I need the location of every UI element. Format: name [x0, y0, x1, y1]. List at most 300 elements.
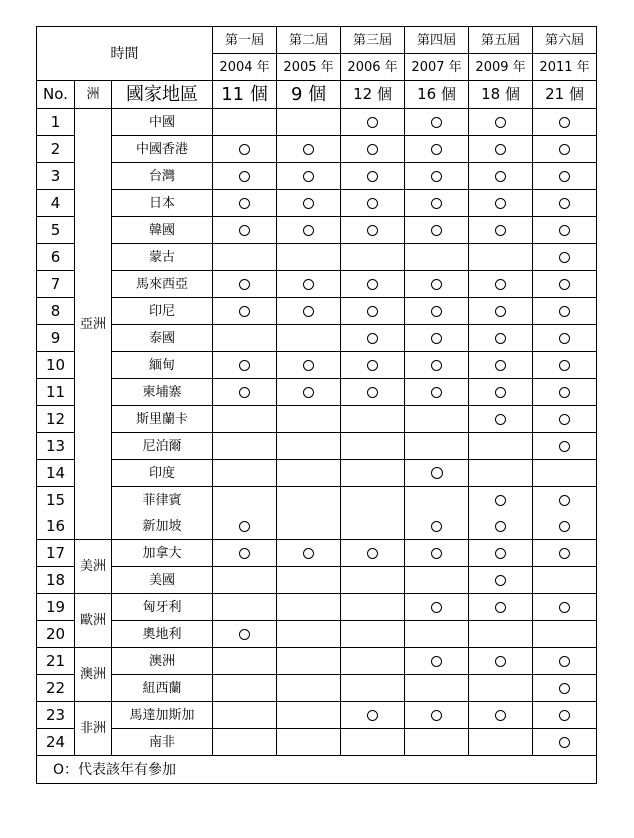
participation-cell — [213, 163, 277, 190]
participation-cell — [533, 567, 597, 594]
participation-cell — [277, 433, 341, 460]
participation-cell — [277, 621, 341, 648]
participation-cell — [405, 298, 469, 325]
participation-cell — [341, 271, 405, 298]
row-number: 21 — [37, 648, 75, 675]
participation-cell — [213, 190, 277, 217]
participation-cell — [277, 567, 341, 594]
participation-table — [36, 26, 597, 784]
participation-circle-icon — [303, 225, 314, 236]
participation-cell — [213, 460, 277, 487]
participation-cell — [341, 379, 405, 406]
continent-cell: 亞洲 — [75, 109, 112, 540]
country-name: 匈牙利 — [112, 594, 213, 621]
participation-circle-icon — [239, 279, 250, 290]
participation-cell — [341, 621, 405, 648]
participation-circle-icon — [559, 252, 570, 263]
participation-cell — [533, 540, 597, 567]
country-name: 韓國 — [112, 217, 213, 244]
participation-circle-icon — [559, 521, 570, 532]
participation-circle-icon — [303, 548, 314, 559]
participation-cell — [213, 379, 277, 406]
participation-circle-icon — [559, 737, 570, 748]
count-1: 11 個 — [213, 81, 277, 109]
participation-cell — [277, 244, 341, 271]
participation-circle-icon — [367, 710, 378, 721]
country-name: 馬達加斯加 — [112, 702, 213, 729]
participation-cell — [533, 325, 597, 352]
row-number: 15 — [37, 487, 75, 514]
count-2: 9 個 — [277, 81, 341, 109]
participation-cell — [405, 190, 469, 217]
participation-circle-icon — [559, 333, 570, 344]
participation-cell — [469, 136, 533, 163]
participation-cell — [405, 702, 469, 729]
participation-circle-icon — [495, 306, 506, 317]
participation-cell — [469, 460, 533, 487]
participation-cell — [405, 379, 469, 406]
participation-cell — [469, 540, 533, 567]
participation-cell — [469, 702, 533, 729]
participation-cell — [213, 298, 277, 325]
participation-cell — [469, 109, 533, 136]
participation-cell — [277, 648, 341, 675]
year-3: 2006 年 — [341, 54, 405, 81]
country-name: 澳洲 — [112, 648, 213, 675]
row-number: 1 — [37, 109, 75, 136]
continent-cell: 美洲 — [75, 540, 112, 594]
participation-cell — [469, 379, 533, 406]
row-number: 17 — [37, 540, 75, 567]
participation-circle-icon — [495, 602, 506, 613]
participation-circle-icon — [239, 360, 250, 371]
participation-cell — [277, 406, 341, 433]
participation-cell — [277, 190, 341, 217]
participation-cell — [341, 594, 405, 621]
country-name: 奧地利 — [112, 621, 213, 648]
participation-cell — [533, 594, 597, 621]
participation-cell — [277, 675, 341, 702]
country-name: 斯里蘭卡 — [112, 406, 213, 433]
participation-cell — [405, 433, 469, 460]
participation-cell — [405, 406, 469, 433]
participation-cell — [213, 594, 277, 621]
participation-cell — [341, 433, 405, 460]
participation-circle-icon — [367, 306, 378, 317]
participation-circle-icon — [303, 171, 314, 182]
participation-circle-icon — [495, 548, 506, 559]
participation-cell — [213, 325, 277, 352]
participation-cell — [341, 217, 405, 244]
participation-cell — [469, 244, 533, 271]
continent-header: 洲 — [75, 81, 112, 109]
row-number: 24 — [37, 729, 75, 756]
row-number: 9 — [37, 325, 75, 352]
participation-cell — [469, 190, 533, 217]
participation-circle-icon — [303, 306, 314, 317]
edition-5: 第五屆 — [469, 27, 533, 54]
participation-cell — [405, 163, 469, 190]
participation-cell — [213, 567, 277, 594]
participation-circle-icon — [239, 629, 250, 640]
table-row — [37, 729, 597, 756]
participation-cell — [533, 109, 597, 136]
participation-circle-icon — [559, 656, 570, 667]
participation-cell — [341, 702, 405, 729]
participation-circle-icon — [559, 548, 570, 559]
row-number: 7 — [37, 271, 75, 298]
participation-cell — [533, 513, 597, 540]
participation-circle-icon — [431, 467, 443, 479]
country-header: 國家地區 — [112, 81, 213, 109]
continent-cell: 歐洲 — [75, 594, 112, 648]
row-number: 20 — [37, 621, 75, 648]
participation-circle-icon — [303, 360, 314, 371]
row-number: 23 — [37, 702, 75, 729]
participation-cell — [277, 298, 341, 325]
participation-cell — [533, 271, 597, 298]
year-5: 2009 年 — [469, 54, 533, 81]
participation-cell — [469, 675, 533, 702]
participation-circle-icon — [495, 171, 506, 182]
participation-cell — [341, 460, 405, 487]
participation-circle-icon — [559, 387, 570, 398]
row-number: 4 — [37, 190, 75, 217]
participation-circle-icon — [239, 171, 250, 182]
participation-cell — [469, 513, 533, 540]
participation-circle-icon — [559, 171, 570, 182]
participation-cell — [533, 298, 597, 325]
participation-cell — [533, 379, 597, 406]
participation-circle-icon — [367, 279, 378, 290]
participation-cell — [533, 217, 597, 244]
count-3: 12 個 — [341, 81, 405, 109]
participation-circle-icon — [431, 656, 442, 667]
participation-cell — [533, 352, 597, 379]
participation-circle-icon — [495, 575, 506, 586]
participation-cell — [405, 621, 469, 648]
participation-circle-icon — [559, 198, 570, 209]
participation-circle-icon — [495, 144, 506, 155]
edition-6: 第六屆 — [533, 27, 597, 54]
participation-cell — [213, 244, 277, 271]
participation-cell — [533, 406, 597, 433]
participation-cell — [533, 163, 597, 190]
participation-cell — [469, 487, 533, 514]
participation-cell — [469, 217, 533, 244]
table-row — [37, 648, 597, 675]
participation-cell — [533, 487, 597, 514]
participation-circle-icon — [495, 360, 506, 371]
participation-circle-icon — [303, 279, 314, 290]
participation-cell — [277, 325, 341, 352]
row-number: 2 — [37, 136, 75, 163]
participation-cell — [213, 729, 277, 756]
participation-cell — [213, 136, 277, 163]
participation-circle-icon — [495, 387, 506, 398]
table-row — [37, 487, 597, 514]
participation-cell — [213, 540, 277, 567]
participation-cell — [341, 648, 405, 675]
participation-cell — [469, 648, 533, 675]
participation-cell — [341, 352, 405, 379]
participation-circle-icon — [495, 198, 506, 209]
participation-cell — [533, 460, 597, 487]
participation-circle-icon — [495, 225, 506, 236]
participation-cell — [405, 325, 469, 352]
table-row — [37, 217, 597, 244]
participation-cell — [405, 675, 469, 702]
participation-cell — [533, 729, 597, 756]
participation-circle-icon — [367, 360, 378, 371]
row-number: 10 — [37, 352, 75, 379]
country-name: 緬甸 — [112, 352, 213, 379]
edition-4: 第四屆 — [405, 27, 469, 54]
country-name: 蒙古 — [112, 244, 213, 271]
participation-cell — [533, 675, 597, 702]
table-row — [37, 460, 597, 487]
participation-circle-icon — [239, 225, 250, 236]
participation-circle-icon — [559, 495, 570, 506]
year-6: 2011 年 — [533, 54, 597, 81]
table-row — [37, 675, 597, 702]
participation-cell — [213, 109, 277, 136]
participation-cell — [533, 621, 597, 648]
row-number: 6 — [37, 244, 75, 271]
participation-circle-icon — [239, 521, 250, 532]
column-header-row — [37, 81, 597, 109]
participation-cell — [405, 244, 469, 271]
participation-cell — [277, 540, 341, 567]
row-number: 14 — [37, 460, 75, 487]
row-number: 16 — [37, 513, 75, 540]
participation-cell — [341, 190, 405, 217]
participation-cell — [213, 702, 277, 729]
country-name: 印尼 — [112, 298, 213, 325]
participation-circle-icon — [559, 117, 570, 128]
table-row — [37, 594, 597, 621]
participation-cell — [277, 729, 341, 756]
participation-circle-icon — [239, 198, 250, 209]
participation-circle-icon — [431, 117, 442, 128]
participation-cell — [341, 729, 405, 756]
participation-cell — [405, 271, 469, 298]
participation-circle-icon — [239, 306, 250, 317]
participation-cell — [405, 513, 469, 540]
participation-circle-icon — [431, 710, 442, 721]
participation-circle-icon — [559, 710, 570, 721]
legend-row — [37, 756, 597, 784]
participation-cell — [469, 271, 533, 298]
row-number: 3 — [37, 163, 75, 190]
table-row — [37, 379, 597, 406]
participation-circle-icon — [559, 144, 570, 155]
table-row — [37, 540, 597, 567]
participation-cell — [469, 594, 533, 621]
participation-circle-icon — [431, 279, 442, 290]
participation-cell — [469, 433, 533, 460]
participation-cell — [213, 406, 277, 433]
table-row — [37, 621, 597, 648]
participation-circle-icon — [559, 306, 570, 317]
participation-cell — [213, 621, 277, 648]
participation-circle-icon — [431, 144, 442, 155]
participation-circle-icon — [431, 548, 442, 559]
participation-circle-icon — [495, 710, 506, 721]
participation-cell — [469, 729, 533, 756]
participation-cell — [277, 352, 341, 379]
participation-cell — [533, 648, 597, 675]
participation-circle-icon — [431, 306, 442, 317]
participation-cell — [469, 621, 533, 648]
participation-cell — [405, 217, 469, 244]
legend-note: O：代表該年有參加 — [37, 756, 597, 784]
participation-cell — [277, 136, 341, 163]
edition-header-row — [37, 27, 597, 54]
participation-cell — [405, 567, 469, 594]
row-number: 22 — [37, 675, 75, 702]
participation-circle-icon — [559, 360, 570, 371]
participation-cell — [469, 567, 533, 594]
participation-circle-icon — [367, 171, 378, 182]
participation-cell — [341, 675, 405, 702]
country-name: 尼泊爾 — [112, 433, 213, 460]
participation-circle-icon — [495, 279, 506, 290]
participation-circle-icon — [367, 333, 378, 344]
participation-circle-icon — [303, 198, 314, 209]
country-name: 加拿大 — [112, 540, 213, 567]
table-row — [37, 190, 597, 217]
participation-cell — [277, 513, 341, 540]
participation-circle-icon — [431, 225, 442, 236]
participation-circle-icon — [431, 198, 442, 209]
participation-circle-icon — [367, 387, 378, 398]
participation-circle-icon — [303, 144, 314, 155]
participation-circle-icon — [303, 387, 314, 398]
participation-circle-icon — [367, 548, 378, 559]
table-row — [37, 567, 597, 594]
participation-cell — [341, 406, 405, 433]
country-name: 新加坡 — [112, 513, 213, 540]
year-4: 2007 年 — [405, 54, 469, 81]
participation-cell — [341, 540, 405, 567]
edition-1: 第一屆 — [213, 27, 277, 54]
table-row — [37, 433, 597, 460]
participation-circle-icon — [431, 333, 442, 344]
participation-cell — [533, 136, 597, 163]
country-name: 泰國 — [112, 325, 213, 352]
participation-cell — [405, 136, 469, 163]
participation-cell — [469, 163, 533, 190]
participation-cell — [405, 109, 469, 136]
participation-circle-icon — [431, 387, 442, 398]
participation-circle-icon — [559, 683, 570, 694]
participation-cell — [405, 594, 469, 621]
participation-cell — [213, 352, 277, 379]
participation-circle-icon — [495, 333, 506, 344]
participation-circle-icon — [559, 225, 570, 236]
participation-circle-icon — [431, 360, 442, 371]
participation-cell — [341, 513, 405, 540]
year-2: 2005 年 — [277, 54, 341, 81]
edition-2: 第二屆 — [277, 27, 341, 54]
participation-cell — [405, 460, 469, 487]
participation-cell — [341, 163, 405, 190]
participation-cell — [405, 729, 469, 756]
table-row — [37, 513, 597, 540]
participation-cell — [341, 567, 405, 594]
participation-circle-icon — [367, 198, 378, 209]
participation-cell — [213, 217, 277, 244]
participation-circle-icon — [559, 441, 570, 452]
participation-cell — [277, 109, 341, 136]
no-header: No. — [37, 81, 75, 109]
participation-cell — [405, 352, 469, 379]
participation-cell — [277, 460, 341, 487]
table-row — [37, 298, 597, 325]
participation-cell — [213, 513, 277, 540]
participation-circle-icon — [495, 495, 506, 506]
country-name: 紐西蘭 — [112, 675, 213, 702]
table-row — [37, 325, 597, 352]
country-name: 馬來西亞 — [112, 271, 213, 298]
country-name: 台灣 — [112, 163, 213, 190]
participation-circle-icon — [495, 521, 506, 532]
country-name: 菲律賓 — [112, 487, 213, 514]
participation-circle-icon — [559, 414, 570, 425]
table-row — [37, 244, 597, 271]
table-row — [37, 702, 597, 729]
table-row — [37, 163, 597, 190]
count-4: 16 個 — [405, 81, 469, 109]
participation-circle-icon — [495, 117, 506, 128]
country-name: 日本 — [112, 190, 213, 217]
country-name: 中國 — [112, 109, 213, 136]
edition-3: 第三屆 — [341, 27, 405, 54]
year-1: 2004 年 — [213, 54, 277, 81]
table-row — [37, 406, 597, 433]
participation-cell — [533, 702, 597, 729]
table-row — [37, 109, 597, 136]
participation-circle-icon — [367, 144, 378, 155]
participation-cell — [469, 406, 533, 433]
country-name: 柬埔寨 — [112, 379, 213, 406]
participation-cell — [277, 271, 341, 298]
participation-table-sheet — [36, 26, 597, 784]
participation-circle-icon — [495, 414, 506, 425]
participation-cell — [405, 540, 469, 567]
participation-circle-icon — [239, 548, 250, 559]
count-6: 21 個 — [533, 81, 597, 109]
time-header: 時間 — [37, 27, 213, 81]
row-number: 11 — [37, 379, 75, 406]
participation-cell — [277, 217, 341, 244]
participation-cell — [277, 487, 341, 514]
table-row — [37, 271, 597, 298]
participation-cell — [341, 298, 405, 325]
continent-cell: 非洲 — [75, 702, 112, 756]
participation-cell — [533, 433, 597, 460]
participation-circle-icon — [367, 225, 378, 236]
participation-cell — [213, 487, 277, 514]
participation-cell — [213, 433, 277, 460]
country-name: 美國 — [112, 567, 213, 594]
participation-cell — [469, 298, 533, 325]
row-number: 13 — [37, 433, 75, 460]
participation-circle-icon — [239, 144, 250, 155]
row-number: 8 — [37, 298, 75, 325]
country-name: 印度 — [112, 460, 213, 487]
